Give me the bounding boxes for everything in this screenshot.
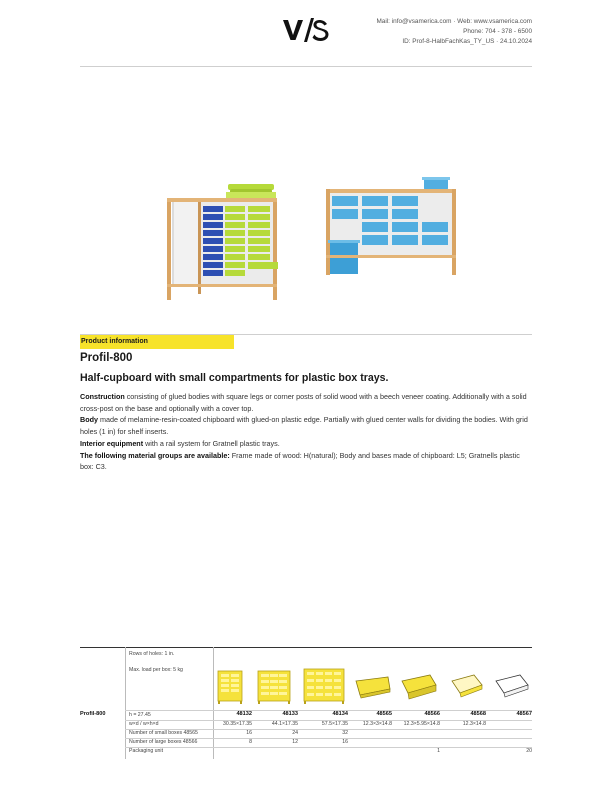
product-name: Profil-800	[80, 352, 133, 364]
section-tag: Product information	[80, 335, 234, 349]
table-top-rule	[80, 647, 532, 648]
table-divider	[213, 647, 214, 759]
small-48132: 16	[246, 730, 252, 736]
product-id-48132: 48132	[236, 711, 252, 717]
contact-info	[376, 17, 532, 47]
thumb-48565-icon	[352, 673, 392, 701]
product-id-48567: 48567	[516, 711, 532, 717]
body-paragraph	[80, 414, 532, 437]
thumb-48134-icon	[302, 667, 346, 705]
row-small-boxes-label: Number of small boxes 48565	[129, 730, 198, 736]
product-id-48134: 48134	[332, 711, 348, 717]
product-image-cupboard-2	[324, 176, 458, 276]
body-label: Body	[80, 415, 98, 425]
large-48134: 16	[342, 739, 348, 745]
row-packaging-label: Packaging unit	[129, 748, 164, 754]
large-48132: 8	[249, 739, 252, 745]
note-holes: Rows of holes: 1 in.	[129, 651, 175, 657]
contact-mail-web: Mail: info@vsamerica.com · Web: www.vsamerica.com	[376, 18, 532, 25]
dims-48132: 30.35×17.35	[223, 721, 252, 727]
header-divider	[80, 66, 532, 67]
dims-48565: 12.3×3×14.8	[362, 721, 392, 727]
body-text: made of melamine-resin-coated chipboard with glued-on plastic edge. Partially with glued center walls for dividing the bodies. With grid holes (1 in) for shelf inserts.	[80, 415, 528, 437]
product-subtitle: Half-cupboard with small compartments for plastic box trays.	[80, 372, 389, 384]
interior-paragraph	[80, 438, 532, 450]
note-max-load: Max. load per box: 5 kg	[129, 667, 183, 673]
interior-label: Interior equipment	[80, 438, 144, 448]
dims-48134: 57.5×17.35	[321, 721, 348, 727]
thumb-48132-icon	[216, 669, 244, 705]
row-product-name: Profil-800	[80, 711, 106, 717]
vs-logo	[282, 16, 330, 44]
product-table	[80, 647, 532, 759]
thumb-48133-icon	[256, 669, 292, 705]
large-48133: 12	[292, 739, 298, 745]
construction-label: Construction	[80, 392, 125, 401]
product-id-48133: 48133	[282, 711, 298, 717]
dims-48566: 12.3×5.95×14.8	[403, 721, 440, 727]
thumb-48567-icon	[492, 671, 532, 701]
product-image-cupboard-1	[164, 180, 294, 302]
materials-text: Frame made of wood: H(natural); Body and bases made of chipboard: L5; Gratnells plastic box: C3.	[80, 450, 520, 472]
construction-paragraph	[80, 391, 532, 414]
dims-48568: 12.3×14.8	[462, 721, 486, 727]
document-id: ID: Prof-8-HalbFachKas_TY_US · 24.10.2024	[402, 38, 532, 45]
materials-paragraph	[80, 450, 532, 473]
row-dimensions-label: w×d / w×h×d	[129, 721, 159, 727]
table-divider	[125, 647, 126, 759]
thumb-48566-icon	[398, 671, 438, 701]
product-id-48565: 48565	[376, 711, 392, 717]
contact-phone: Phone: 704 - 378 - 6500	[463, 28, 532, 35]
pack-48567: 20	[526, 748, 532, 754]
interior-text: with a rail system for Gratnell plastic trays.	[143, 438, 280, 448]
product-description	[80, 391, 532, 473]
product-id-48566: 48566	[424, 711, 440, 717]
product-id-48568: 48568	[470, 711, 486, 717]
table-rule	[125, 747, 532, 748]
dims-48133: 44.1×17.35	[271, 721, 298, 727]
row-large-boxes-label: Number of large boxes 48566	[129, 739, 198, 745]
thumb-48568-icon	[448, 671, 486, 701]
small-48134: 32	[342, 730, 348, 736]
materials-label: The following material groups are available:	[80, 450, 230, 460]
small-48133: 24	[292, 730, 298, 736]
construction-text: consisting of glued bodies with square legs or corner posts of solid wood with a beech veneer coating. Additionally with a solid cross-post on the base and optionally with a cover top.	[80, 392, 527, 413]
pack-48566: 1	[437, 748, 440, 754]
row-height-label: h = 27.45	[129, 712, 151, 718]
